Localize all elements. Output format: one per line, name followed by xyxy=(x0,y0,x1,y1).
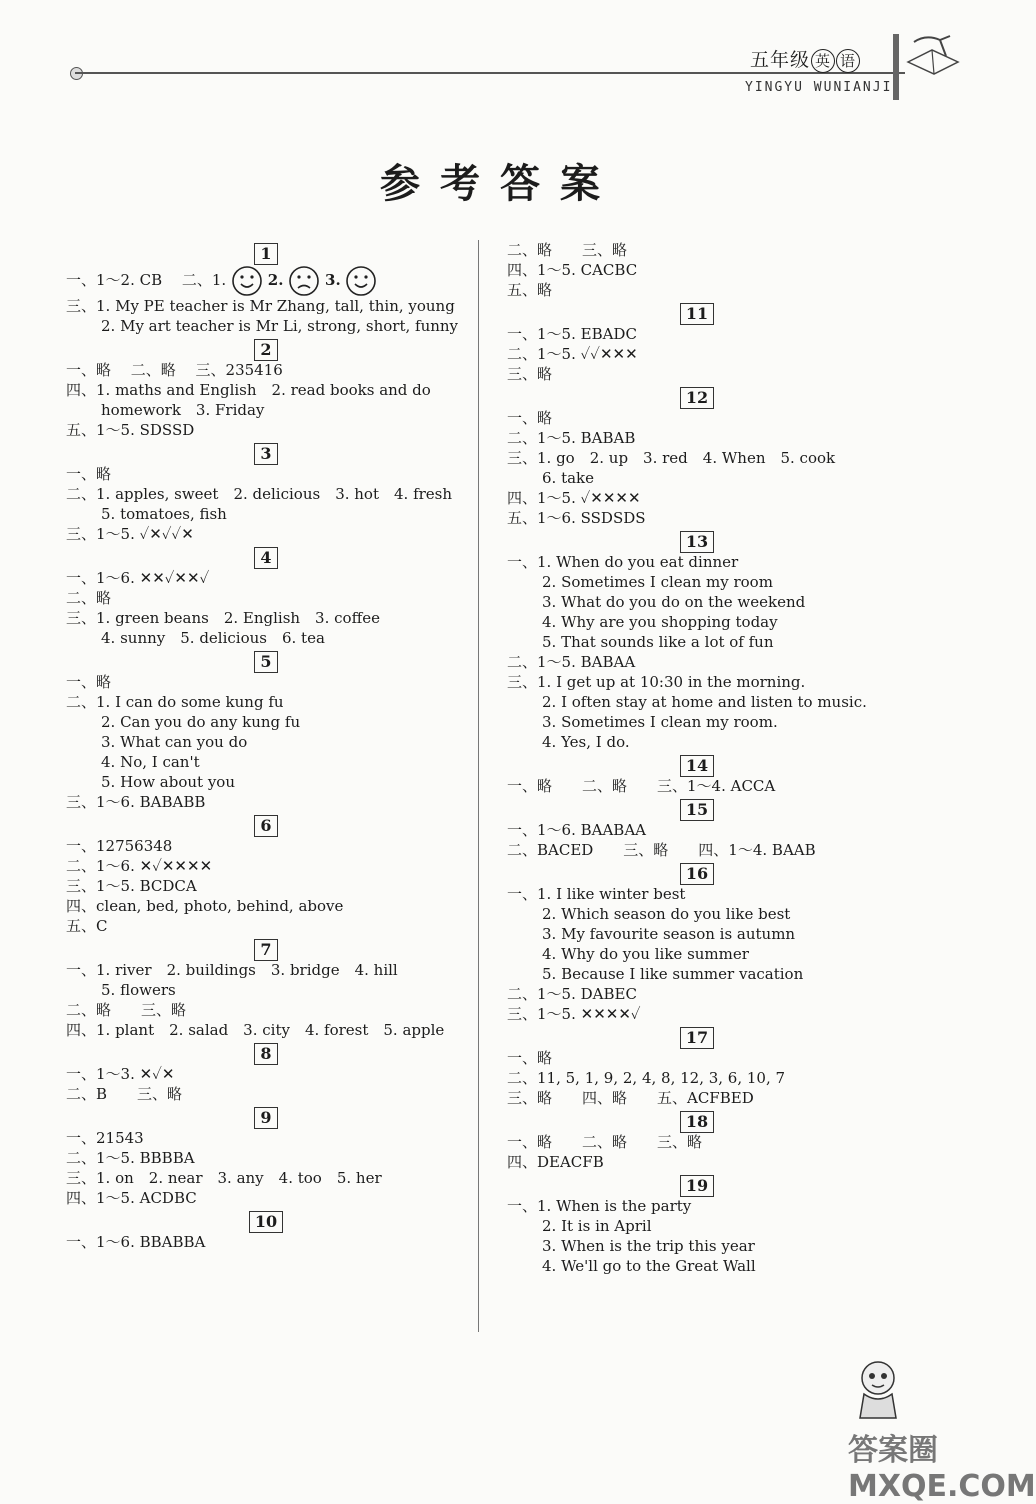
section-number: 7 xyxy=(254,939,277,961)
answer-line: 三、1. on 2. near 3. any 4. too 5. her xyxy=(66,1169,382,1187)
answer-line: 三、1～6. BABABB xyxy=(66,793,206,811)
answer-line: 4. No, I can't xyxy=(101,753,200,771)
answer-line: 3. When is the trip this year xyxy=(542,1237,755,1255)
mascot-illustration xyxy=(848,1352,908,1422)
answer-line: 三、1～5. ✓✕✓✓✕ xyxy=(66,525,194,543)
answer-line: 5. That sounds like a lot of fun xyxy=(542,633,774,651)
answer-line: 五、略 xyxy=(507,281,553,299)
section-number-box xyxy=(66,1108,466,1128)
answer-line: 五、C xyxy=(66,917,108,935)
answer-line: 四、1. plant 2. salad 3. city 4. forest 5. apple xyxy=(66,1021,445,1039)
section-number-box xyxy=(507,864,887,884)
answer-line: 一、略 xyxy=(507,1049,553,1067)
section-number: 9 xyxy=(254,1107,277,1129)
answer-line: 四、clean, bed, photo, behind, above xyxy=(66,897,344,915)
section-number: 4 xyxy=(254,547,277,569)
section-number: 15 xyxy=(680,799,714,821)
answer-line: 五、1～6. SSDSDS xyxy=(507,509,646,527)
answer-line: 5. flowers xyxy=(101,981,176,999)
answer-line: 一、1～6. BBABBA xyxy=(66,1233,206,1251)
section-number: 11 xyxy=(680,303,714,325)
subject-char-ying: 英 xyxy=(811,49,835,73)
right-column xyxy=(507,240,887,1276)
answer-line: 3. What can you do xyxy=(101,733,248,751)
header-title xyxy=(750,45,860,73)
answer-line: 四、1～5. CACBC xyxy=(507,261,638,279)
section-number-box xyxy=(507,800,887,820)
answer-line: 2. Can you do any kung fu xyxy=(101,713,301,731)
answer-line: 三、1. go 2. up 3. red 4. When 5. cook xyxy=(507,449,836,467)
section-number: 19 xyxy=(680,1175,714,1197)
section-number-box xyxy=(507,1028,887,1048)
answer-line: 二、略 三、略 xyxy=(66,1001,187,1019)
answer-line: 一、21543 xyxy=(66,1129,144,1147)
grade-label: 五年级 xyxy=(750,49,811,71)
answer-line-faces xyxy=(66,264,466,296)
answer-line: 2. Which season do you like best xyxy=(542,905,791,923)
answer-line: 二、1～5. DABEC xyxy=(507,985,637,1003)
page-title: 参考答案 xyxy=(380,161,620,207)
answer-line: 一、1～5. EBADC xyxy=(507,325,637,343)
answer-line: 二、略 三、略 xyxy=(507,241,628,259)
answer-line: 二、B 三、略 xyxy=(66,1085,183,1103)
answer-line: 一、略 二、略 三、235416 xyxy=(66,361,283,379)
section-number-box xyxy=(507,388,887,408)
section-number-box xyxy=(66,816,466,836)
answer-line: 一、略 xyxy=(507,409,553,427)
header-bar xyxy=(893,34,899,100)
section-number: 10 xyxy=(249,1211,283,1233)
answer-line: 一、1～6. ✕✕✓✕✕✓ xyxy=(66,569,210,587)
left-column xyxy=(66,240,466,1252)
answer-line: 二、1～5. BABAB xyxy=(507,429,636,447)
watermark-text: 答案圈 MXQE.COM xyxy=(848,1433,1036,1504)
answer-line: 二、1～5. BBBBA xyxy=(66,1149,195,1167)
answer-line: 三、略 xyxy=(507,365,553,383)
section-number-box xyxy=(66,1212,466,1232)
answer-line: 二、1～6. ✕✓✕✕✕✕ xyxy=(66,857,213,875)
answer-line: 一、略 二、略 三、略 xyxy=(507,1133,703,1151)
answer-line: 二、1～5. ✓✓✕✕✕ xyxy=(507,345,638,363)
answer-line: 3. Sometimes I clean my room. xyxy=(542,713,778,731)
answer-line: 二、11, 5, 1, 9, 2, 4, 8, 12, 3, 6, 10, 7 xyxy=(507,1069,786,1087)
answer-line: 四、1. maths and English 2. read books and do xyxy=(66,381,431,399)
answer-line: 一、略 xyxy=(66,673,112,691)
answer-line: 四、1～5. ACDBC xyxy=(66,1189,197,1207)
answer-line: 4. Why are you shopping today xyxy=(542,613,778,631)
answer-line: 4. Yes, I do. xyxy=(542,733,630,751)
section-number-box xyxy=(507,756,887,776)
section-number: 6 xyxy=(254,815,277,837)
answer-line: 一、1. river 2. buildings 3. bridge 4. hill xyxy=(66,961,398,979)
answer-line: 一、1～3. ✕✓✕ xyxy=(66,1065,175,1083)
answer-line: 2. I often stay at home and listen to music. xyxy=(542,693,867,711)
section-number-box xyxy=(507,532,887,552)
answer-text: 3. xyxy=(325,271,341,289)
section-number: 13 xyxy=(680,531,714,553)
section-number-box xyxy=(66,1044,466,1064)
answer-line: 3. What do you do on the weekend xyxy=(542,593,806,611)
answer-line: 一、1. When is the party xyxy=(507,1197,692,1215)
answer-line: 二、1. I can do some kung fu xyxy=(66,693,284,711)
answer-line: 一、1～6. BAABAA xyxy=(507,821,646,839)
answer-line: 4. Why do you like summer xyxy=(542,945,749,963)
answer-line: 四、DEACFB xyxy=(507,1153,604,1171)
section-number-box xyxy=(66,652,466,672)
answer-line: 二、略 xyxy=(66,589,112,607)
section-number-box xyxy=(507,1112,887,1132)
answer-line: 一、略 二、略 三、1～4. ACCA xyxy=(507,777,776,795)
answer-line: 四、1～5. ✓✕✕✕✕ xyxy=(507,489,641,507)
section-number: 8 xyxy=(254,1043,277,1065)
section-number: 2 xyxy=(254,339,277,361)
section-number: 12 xyxy=(680,387,714,409)
answer-line: 4. We'll go to the Great Wall xyxy=(542,1257,756,1275)
section-number: 18 xyxy=(680,1111,714,1133)
answer-line: 一、略 xyxy=(66,465,112,483)
answer-line: 5. tomatoes, fish xyxy=(101,505,227,523)
answer-line: 4. sunny 5. delicious 6. tea xyxy=(101,629,325,647)
answer-line: 一、1. I like winter best xyxy=(507,885,686,903)
section-number: 14 xyxy=(680,755,714,777)
answer-line: 6. take xyxy=(542,469,595,487)
answer-line: 2. My art teacher is Mr Li, strong, short, funny xyxy=(101,317,459,335)
section-number-box xyxy=(507,304,887,324)
answer-line: 5. How about you xyxy=(101,773,235,791)
column-divider xyxy=(478,240,479,1332)
section-number: 3 xyxy=(254,443,277,465)
answer-line: 三、1. My PE teacher is Mr Zhang, tall, thin, young xyxy=(66,297,455,315)
answer-line: 3. My favourite season is autumn xyxy=(542,925,796,943)
answer-line: 5. Because I like summer vacation xyxy=(542,965,804,983)
answer-text: 一、1～2. CB 二、1. xyxy=(66,271,227,289)
answer-line: 一、12756348 xyxy=(66,837,173,855)
smiley-face-icon xyxy=(231,265,263,297)
section-number: 1 xyxy=(254,243,277,265)
answer-line: 2. It is in April xyxy=(542,1217,652,1235)
answer-line: 二、BACED 三、略 四、1～4. BAAB xyxy=(507,841,816,859)
answer-line: 五、1～5. SDSSD xyxy=(66,421,195,439)
sad-face-icon xyxy=(288,265,320,297)
book-pen-icon xyxy=(904,32,962,76)
answer-line: 二、1～5. BABAA xyxy=(507,653,636,671)
section-number-box xyxy=(66,940,466,960)
section-number-box xyxy=(66,340,466,360)
header-pinyin: YINGYU WUNIANJI xyxy=(745,80,893,95)
section-number-box xyxy=(66,444,466,464)
section-number-box xyxy=(66,548,466,568)
answer-line: 三、1. green beans 2. English 3. coffee xyxy=(66,609,380,627)
answer-line: 二、1. apples, sweet 2. delicious 3. hot 4. fresh xyxy=(66,485,453,503)
section-number-box xyxy=(507,1176,887,1196)
section-number-box xyxy=(66,244,466,264)
section-number: 17 xyxy=(680,1027,714,1049)
answer-line: 三、略 四、略 五、ACFBED xyxy=(507,1089,754,1107)
answer-line: 2. Sometimes I clean my room xyxy=(542,573,773,591)
subject-char-yu: 语 xyxy=(836,49,860,73)
section-number: 16 xyxy=(680,863,714,885)
answer-line: 三、1～5. BCDCA xyxy=(66,877,197,895)
answer-line: homework 3. Friday xyxy=(101,401,265,419)
answer-line: 一、1. When do you eat dinner xyxy=(507,553,739,571)
smiley-face-icon xyxy=(345,265,377,297)
answer-text: 2. xyxy=(267,271,284,289)
section-number: 5 xyxy=(254,651,277,673)
answer-line: 三、1～5. ✕✕✕✕✓ xyxy=(507,1005,641,1023)
answer-line: 三、1. I get up at 10:30 in the morning. xyxy=(507,673,806,691)
